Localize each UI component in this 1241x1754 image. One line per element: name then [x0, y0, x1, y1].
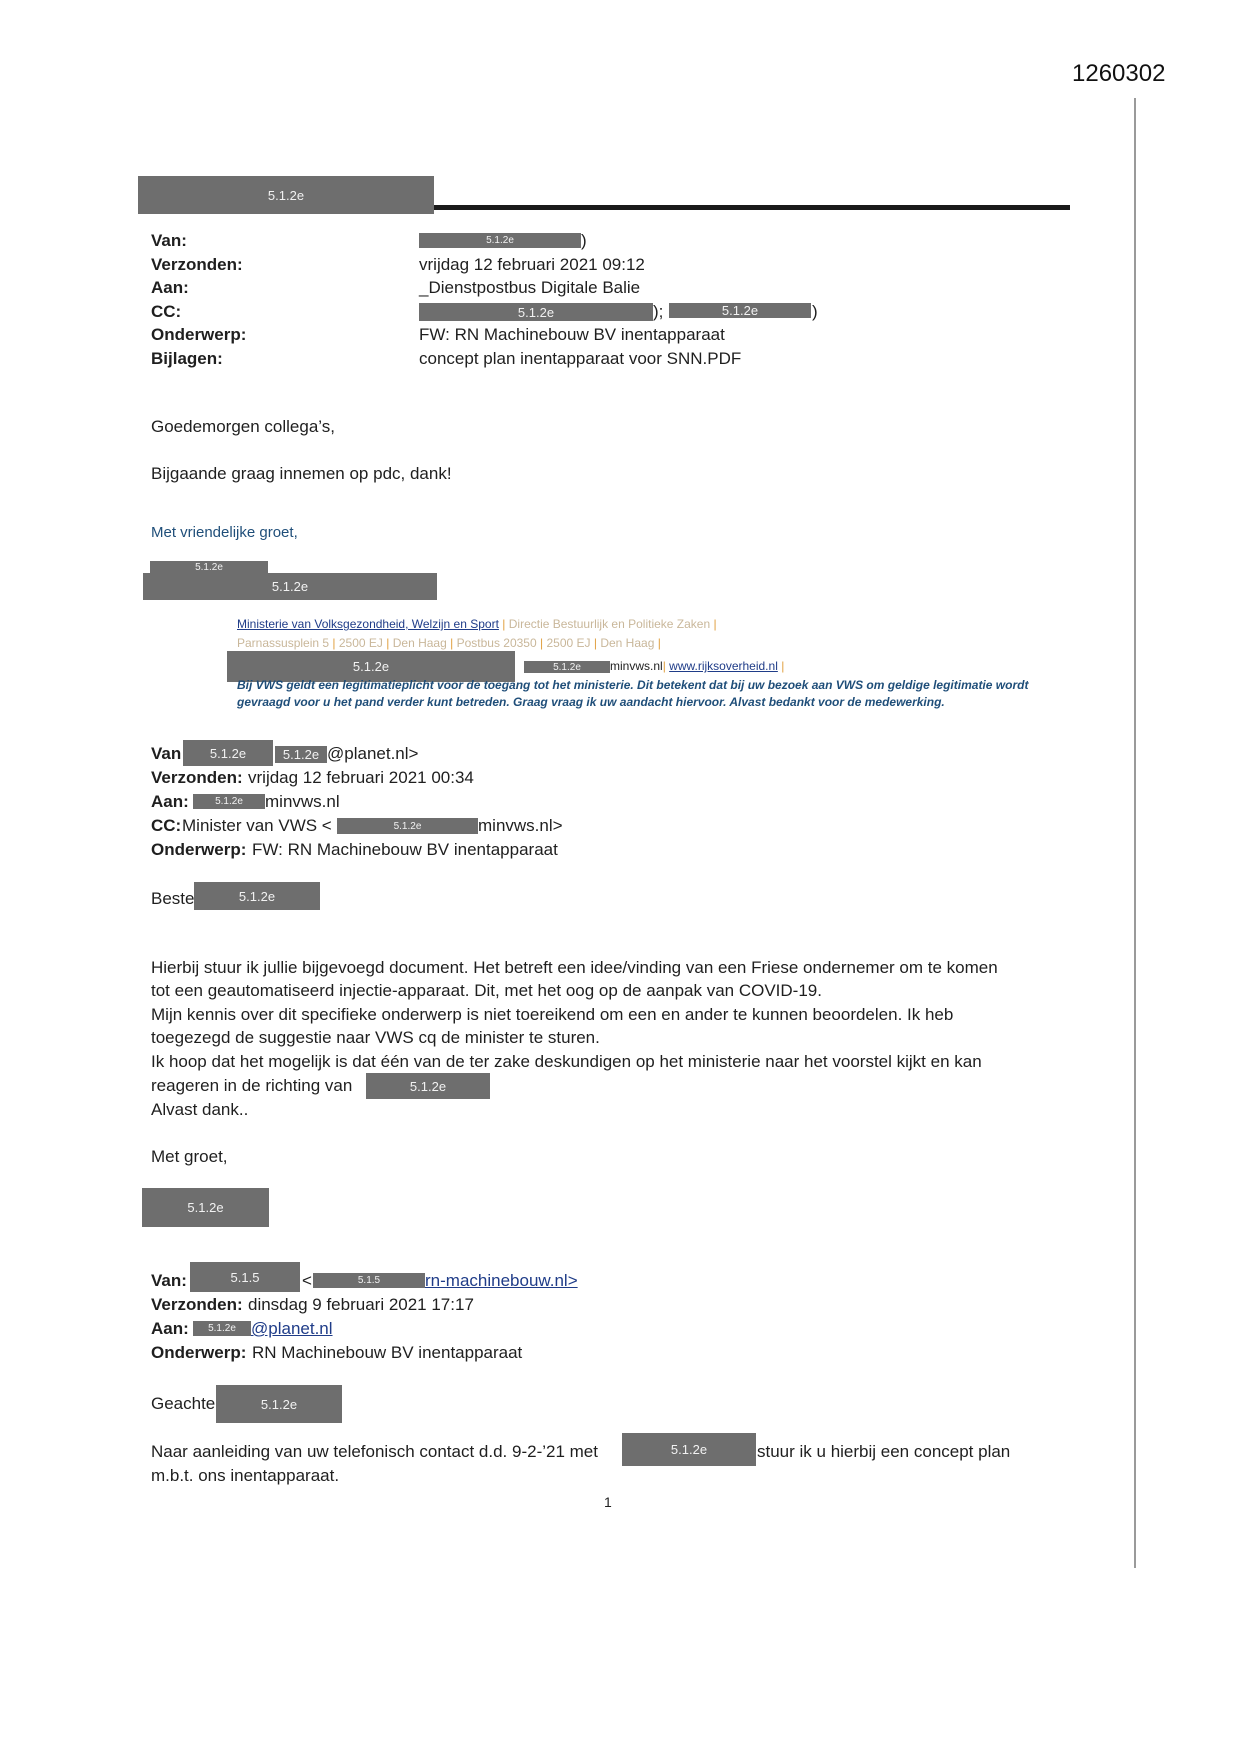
page-number: 1 — [604, 1494, 612, 1510]
notice-line-1: Bij VWS geldt een legitimatieplicht voor de toegang tot het ministerie. Dit betekent dat bij uw bezoek aan VWS om geldige legitimatie wordt — [237, 678, 1029, 692]
van-suffix: ) — [581, 231, 587, 250]
body2-closing: Met groet, — [151, 1147, 228, 1166]
body2-line-4: toegezegd de suggestie naar VWS cq de minister te sturen. — [151, 1028, 600, 1047]
body3-redacted-contact: 5.1.2e — [622, 1433, 756, 1466]
fw2-label-aan: Aan: — [151, 1319, 189, 1338]
label-verzonden: Verzonden: — [151, 255, 243, 274]
fw1-label-aan: Aan: — [151, 792, 189, 811]
label-cc: CC: — [151, 302, 182, 321]
fw1-redacted-name: 5.1.2e — [183, 740, 273, 766]
body2-redacted-recipient: 5.1.2e — [366, 1073, 490, 1099]
fw2-redacted-aan: 5.1.2e — [193, 1321, 251, 1336]
fw2-aan-suffix[interactable]: @planet.nl — [251, 1319, 333, 1338]
redacted-sig-contact: 5.1.2e — [227, 651, 515, 682]
fw2-van-suffix[interactable]: rn-machinebouw.nl> — [425, 1271, 578, 1290]
body2-redacted-signature: 5.1.2e — [142, 1188, 269, 1227]
redacted-cc-2: 5.1.2e — [669, 303, 811, 318]
aan-value: _Dienstpostbus Digitale Balie — [419, 278, 641, 297]
fw1-label-cc: CC: — [151, 816, 182, 835]
redacted-sig-small: 5.1.2e — [150, 561, 268, 573]
label-aan: Aan: — [151, 278, 189, 297]
bijlagen-value: concept plan inentapparaat voor SNN.PDF — [419, 349, 742, 368]
body2-line-3: Mijn kennis over dit specifieke onderwerp is niet toereikend om een en ander te kunnen beoordelen. Ik heb — [151, 1005, 954, 1024]
body2-line-7: Alvast dank.. — [151, 1100, 249, 1119]
website-link[interactable]: www.rijksoverheid.nl — [669, 659, 778, 673]
cc-separator: ); — [653, 302, 664, 321]
fw1-redacted-aan: 5.1.2e — [193, 794, 265, 809]
fw2-onderwerp: RN Machinebouw BV inentapparaat — [252, 1343, 523, 1362]
fw1-label-van: Van — [151, 744, 182, 763]
greeting: Goedemorgen collega’s, — [151, 417, 335, 436]
redacted-sender-bar: 5.1.2e — [138, 176, 434, 214]
fw1-redacted-cc: 5.1.2e — [337, 818, 478, 834]
directorate: Directie Bestuurlijk en Politieke Zaken — [508, 617, 711, 631]
fw1-label-onderwerp: Onderwerp: — [151, 840, 247, 859]
label-bijlagen: Bijlagen: — [151, 349, 223, 368]
signature-address-line: Parnassusplein 5 | 2500 EJ | Den Haag | Postbus 20350 | 2500 EJ | Den Haag | — [237, 636, 661, 650]
body3-line-2: m.b.t. ons inentapparaat. — [151, 1466, 340, 1485]
signature-email-line: minvws.nl| www.rijksoverheid.nl | — [610, 659, 785, 673]
verzonden-value: vrijdag 12 februari 2021 09:12 — [419, 255, 645, 274]
body3-redacted-name: 5.1.2e — [216, 1385, 342, 1423]
fw1-verzonden: vrijdag 12 februari 2021 00:34 — [248, 768, 474, 787]
label-van: Van: — [151, 231, 187, 250]
cc-end: ) — [812, 302, 818, 321]
document-number: 1260302 — [1072, 60, 1166, 87]
fw2-label-verzonden: Verzonden: — [151, 1295, 243, 1314]
redacted-sig-email: 5.1.2e — [524, 661, 610, 673]
closing-1: Met vriendelijke groet, — [151, 524, 298, 541]
signature-ministry-line: Ministerie van Volksgezondheid, Welzijn en Sport | Directie Bestuurlijk en Politieke Zaken | — [237, 617, 717, 631]
header-rule — [434, 205, 1070, 210]
redacted-sig-name: 5.1.2e — [143, 573, 437, 600]
request-text: Bijgaande graag innemen op pdc, dank! — [151, 464, 452, 483]
body3-line-1a: Naar aanleiding van uw telefonisch contact d.d. 9-2-’21 met — [151, 1442, 598, 1461]
fw2-verzonden: dinsdag 9 februari 2021 17:17 — [248, 1295, 474, 1314]
fw2-redacted-email: 5.1.5 — [313, 1273, 425, 1288]
fw1-cc-suffix: minvws.nl> — [478, 816, 563, 835]
body2-redacted-name: 5.1.2e — [194, 882, 320, 910]
fw1-aan-suffix: minvws.nl — [265, 792, 340, 811]
body2-line-2: tot een geautomatiseerd injectie-apparaat. Dit, met het oog op de aanpak van COVID-19. — [151, 981, 822, 1000]
body2-line-1: Hierbij stuur ik jullie bijgevoegd document. Het betreft een idee/vinding van een Friese ondernemer om te komen — [151, 958, 998, 977]
fw2-label-onderwerp: Onderwerp: — [151, 1343, 247, 1362]
redacted-van: 5.1.2e — [419, 233, 581, 248]
body2-salutation: Beste — [151, 889, 195, 908]
body2-line-5: Ik hoop dat het mogelijk is dat één van de ter zake deskundigen op het ministerie naar het voorstel kijkt en kan — [151, 1052, 982, 1071]
body2-line-6: reageren in de richting van — [151, 1076, 353, 1095]
notice-line-2: gevraagd voor u het pand verder kunt betreden. Graag vraag ik uw aandacht hiervoor. Alvast bedankt voor de medewerking. — [237, 695, 945, 709]
fw1-cc-prefix: Minister van VWS < — [182, 816, 332, 835]
onderwerp-value: FW: RN Machinebouw BV inentapparaat — [419, 325, 725, 344]
fw1-redacted-email: 5.1.2e — [275, 746, 327, 763]
ministry-link[interactable]: Ministerie van Volksgezondheid, Welzijn en Sport — [237, 617, 499, 631]
fw2-redacted-name: 5.1.5 — [190, 1262, 300, 1292]
body3-line-1b: stuur ik u hierbij een concept plan — [757, 1442, 1011, 1461]
body3-salutation: Geachte — [151, 1394, 216, 1413]
label-onderwerp: Onderwerp: — [151, 325, 247, 344]
fw1-label-verzonden: Verzonden: — [151, 768, 243, 787]
redacted-cc-1: 5.1.2e — [419, 303, 653, 321]
fw2-label-van: Van: — [151, 1271, 187, 1290]
page-edge-line — [1134, 98, 1136, 1568]
fw1-van-suffix: @planet.nl> — [327, 744, 419, 763]
fw2-van-open: < — [302, 1271, 312, 1290]
fw1-onderwerp: FW: RN Machinebouw BV inentapparaat — [252, 840, 558, 859]
